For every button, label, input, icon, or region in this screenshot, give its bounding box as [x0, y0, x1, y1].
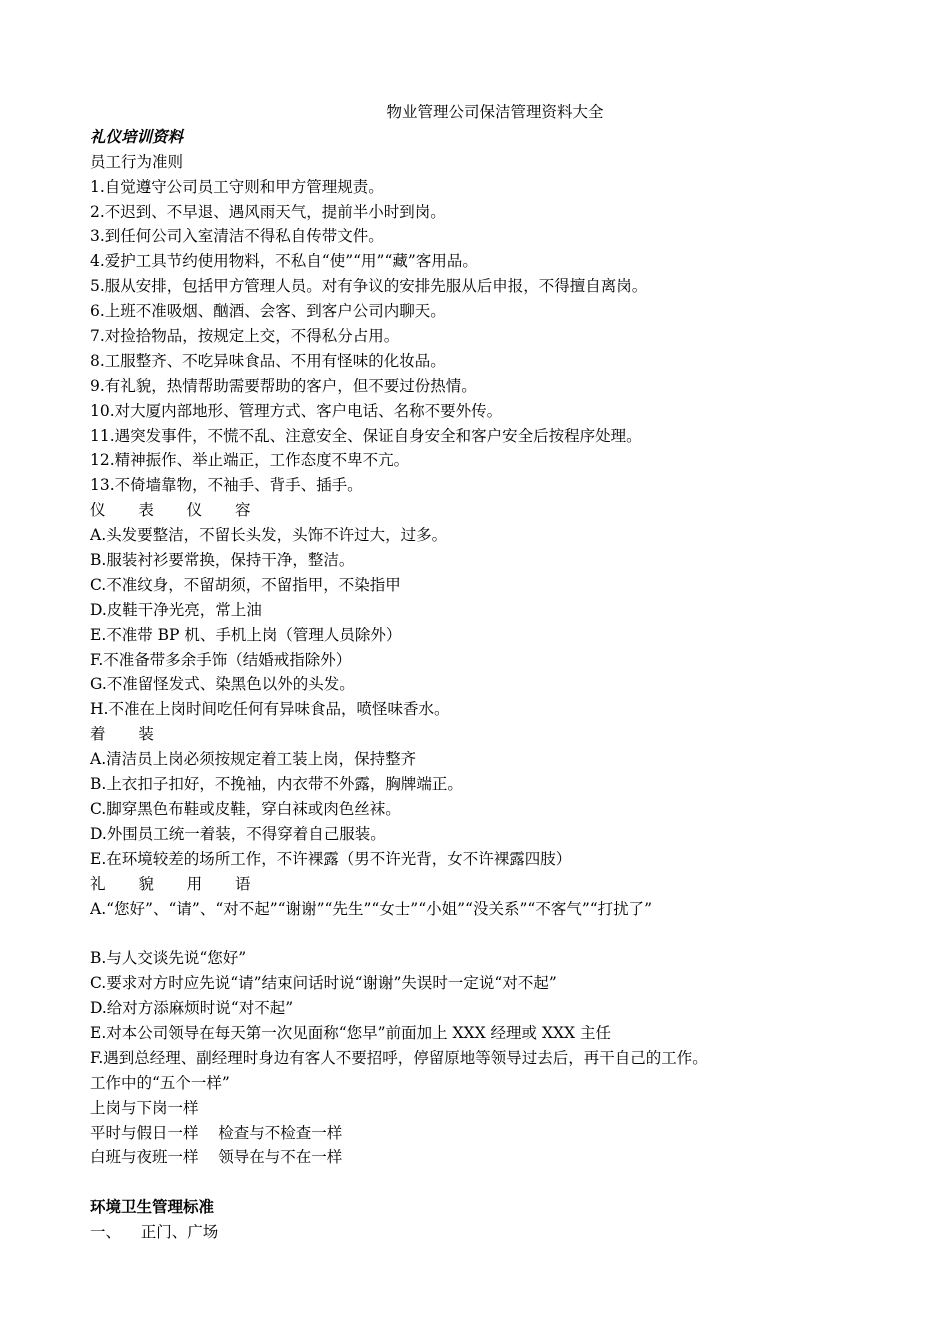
- appearance-rule: H.不准在上岗时间吃任何有异味食品，喷怪味香水。: [90, 700, 450, 719]
- appearance-rule: D.皮鞋干净光亮，常上油: [90, 600, 262, 619]
- five-same-line: 上岗与下岗一样: [90, 1098, 199, 1117]
- five-same-line: 白班与夜班一样 领导在与不在一样: [90, 1148, 343, 1167]
- dress-rule: B.上衣扣子扣好，不挽袖，内衣带不外露，胸牌端正。: [90, 775, 463, 794]
- appearance-rule: E.不准带 BP 机、手机上岗（管理人员除外）: [90, 625, 402, 644]
- polite-rule: D.给对方添麻烦时说“对不起”: [90, 999, 294, 1018]
- document-body: [90, 100, 880, 1245]
- polite-rule: B.与人交谈先说“您好”: [90, 949, 247, 968]
- subheading-polite-language: 礼 貌 用 语: [90, 874, 265, 893]
- polite-rule: E.对本公司领导在每天第一次见面称“您早”前面加上 XXX 经理或 XXX 主任: [90, 1023, 612, 1042]
- conduct-rule: 3.到任何公司入室清洁不得私自传带文件。: [90, 227, 384, 246]
- subheading-dress: 着 装: [90, 725, 168, 744]
- conduct-rule: 7.对捡拾物品，按规定上交，不得私分占用。: [90, 327, 400, 346]
- dress-rule: D.外围员工统一着装，不得穿着自己服装。: [90, 824, 386, 843]
- conduct-rule: 2.不迟到、不早退、遇风雨天气，提前半小时到岗。: [90, 202, 446, 221]
- conduct-rule: 10.对大厦内部地形、管理方式、客户电话、名称不要外传。: [90, 401, 503, 420]
- conduct-rule: 1.自觉遵守公司员工守则和甲方管理规责。: [90, 177, 384, 196]
- appearance-rule: B.服装衬衫要常换，保持干净，整洁。: [90, 551, 355, 570]
- conduct-rule: 11.遇突发事件，不慌不乱、注意安全、保证自身安全和客户安全后按程序处理。: [90, 426, 642, 445]
- conduct-rule: 8.工服整齐、不吃异味食品、不用有怪味的化妆品。: [90, 351, 446, 370]
- section-heading-etiquette: 礼仪培训资料: [90, 126, 184, 146]
- subheading-conduct: 员工行为准则: [90, 152, 184, 171]
- blank-line: [90, 921, 880, 946]
- polite-rule: F.遇到总经理、副经理时身边有客人不要招呼，停留原地等领导过去后，再干自己的工作。: [90, 1048, 708, 1067]
- appearance-rule: C.不准纹身，不留胡须，不留指甲，不染指甲: [90, 575, 401, 594]
- five-same-line: 平时与假日一样 检查与不检查一样: [90, 1123, 343, 1142]
- conduct-rule: 4.爱护工具节约使用物料，不私自“使”“用”“藏”客用品。: [90, 252, 478, 271]
- polite-rule: C.要求对方时应先说“请”结束问话时说“谢谢”失误时一定说“对不起”: [90, 974, 557, 993]
- appearance-rule: G.不准留怪发式、染黑色以外的头发。: [90, 675, 355, 694]
- conduct-rule: 12.精神振作、举止端正，工作态度不卑不亢。: [90, 451, 410, 470]
- blank-line: [90, 1170, 880, 1195]
- polite-rule: A.“您好”、“请”、“对不起”“谢谢”“先生”“女士”“小姐”“没关系”“不客气”“打扰了”: [90, 899, 653, 918]
- subheading-appearance: 仪 表 仪 容: [90, 501, 265, 520]
- section-heading-sanitation: 环境卫生管理标准: [90, 1197, 215, 1217]
- conduct-rule: 6.上班不准吸烟、酗酒、会客、到客户公司内聊天。: [90, 302, 446, 321]
- conduct-rule: 5.服从安排，包括甲方管理人员。对有争议的安排先服从后申报，不得擅自离岗。: [90, 277, 648, 296]
- conduct-rule: 13.不倚墙靠物，不袖手、背手、插手。: [90, 476, 363, 495]
- subheading-five-same: 工作中的“五个一样”: [90, 1073, 230, 1092]
- conduct-rule: 9.有礼貌，热情帮助需要帮助的客户，但不要过份热情。: [90, 376, 477, 395]
- dress-rule: A.清洁员上岗必须按规定着工装上岗，保持整齐: [90, 750, 417, 769]
- dress-rule: C.脚穿黑色布鞋或皮鞋，穿白袜或肉色丝袜。: [90, 799, 401, 818]
- dress-rule: E.在环境较差的场所工作，不许裸露（男不许光背，女不许裸露四肢）: [90, 849, 572, 868]
- appearance-rule: A.头发要整洁，不留长头发，头饰不许过大，过多。: [90, 526, 448, 545]
- appearance-rule: F.不准备带多余手饰（结婚戒指除外）: [90, 650, 352, 669]
- document-title: 物业管理公司保洁管理资料大全: [386, 103, 604, 121]
- sanitation-item: 一、 正门、广场: [90, 1223, 219, 1242]
